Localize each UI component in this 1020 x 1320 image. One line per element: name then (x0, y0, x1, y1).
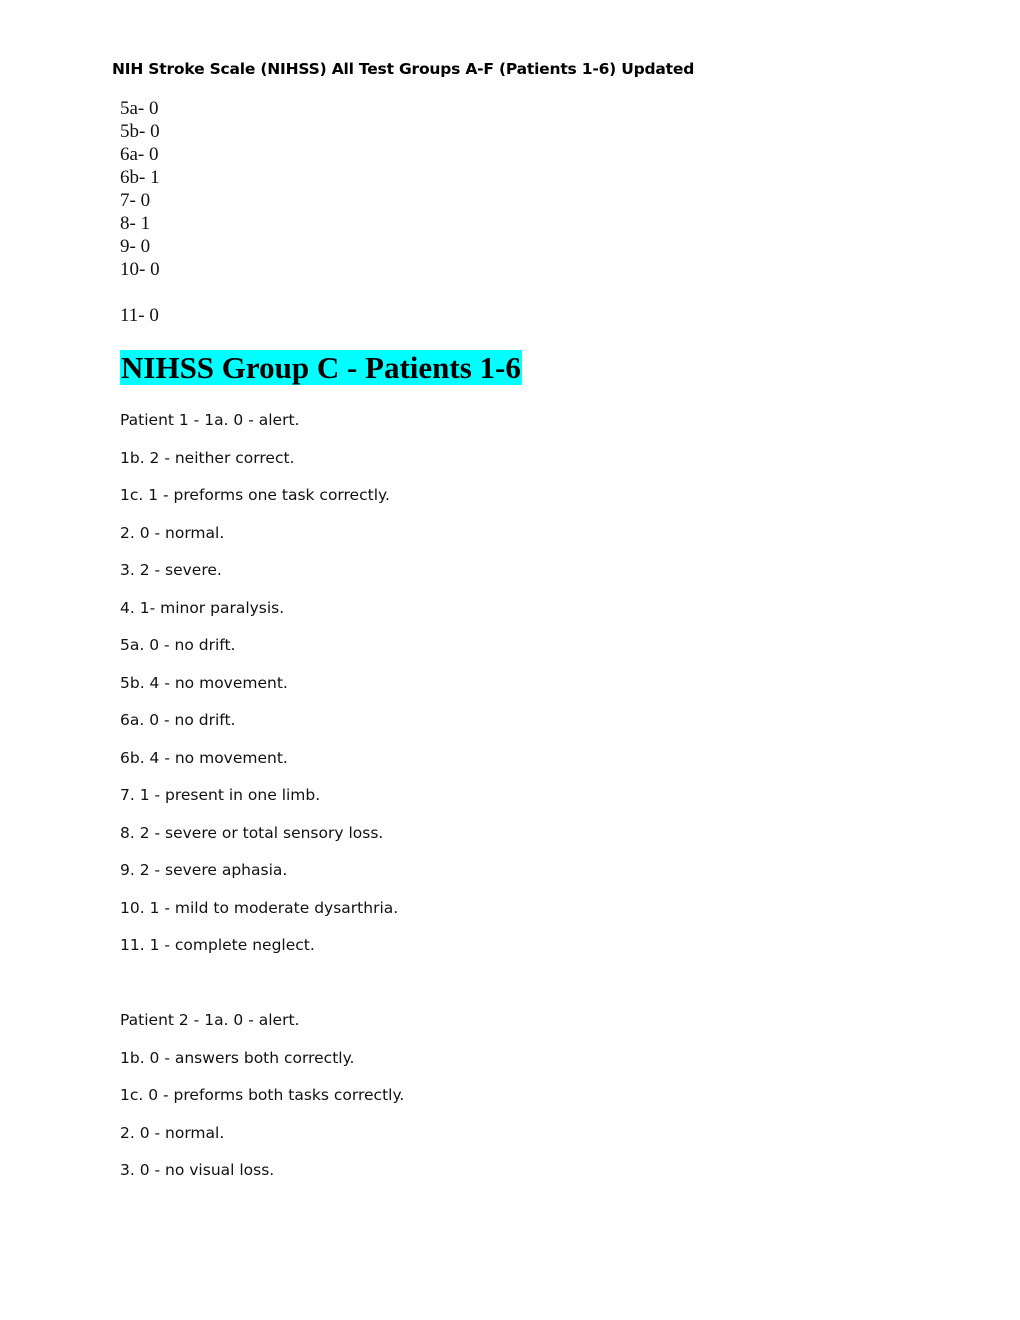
patient-entry: 3. 0 - no visual loss. (120, 1161, 275, 1179)
score-item: 7- 0 (120, 190, 151, 211)
score-item: 5a- 0 (120, 98, 159, 119)
score-item: 9- 0 (120, 236, 151, 257)
patient-entry: 4. 1- minor paralysis. (120, 598, 285, 617)
score-item: 8- 1 (120, 213, 151, 234)
patient-entry: 3. 2 - severe. (120, 561, 222, 579)
patient-entry: 7. 1 - present in one limb. (120, 786, 321, 804)
group-heading: NIHSS Group C - Patients 1-6 (121, 350, 521, 385)
patient-entry: 2. 0 - normal. (120, 523, 225, 542)
patient-entry: 8. 2 - severe or total sensory loss. (120, 823, 384, 842)
patient-entry: 9. 2 - severe aphasia. (120, 861, 288, 879)
patient-entry: 1b. 2 - neither correct. (120, 448, 295, 467)
document-header: NIH Stroke Scale (NIHSS) All Test Groups A-F (Patients 1-6) Updated (112, 60, 695, 78)
patient-1-block (120, 410, 398, 973)
score-item: 11- 0 (120, 305, 159, 326)
patient-entry: 5a. 0 - no drift. (120, 636, 236, 654)
patient-entry: 1c. 0 - preforms both tasks correctly. (120, 1086, 405, 1104)
patient-entry: 1b. 0 - answers both correctly. (120, 1048, 355, 1067)
patient-2-title: Patient 2 - 1a. 0 - alert. (120, 1011, 300, 1029)
patient-entry: 5b. 4 - no movement. (120, 673, 288, 692)
patient-entry: 11. 1 - complete neglect. (120, 936, 315, 954)
score-item: 10- 0 (120, 259, 160, 280)
patient-entry: 6a. 0 - no drift. (120, 711, 236, 729)
score-item: 6b- 1 (120, 167, 160, 188)
patient-entry: 6b. 4 - no movement. (120, 748, 288, 767)
patient-2-block (120, 1010, 404, 1198)
patient-entry: 1c. 1 - preforms one task correctly. (120, 486, 390, 504)
score-item: 6a- 0 (120, 144, 159, 165)
score-item: 5b- 0 (120, 121, 160, 142)
patient-entry: 10. 1 - mild to moderate dysarthria. (120, 898, 399, 917)
patient-entry: 2. 0 - normal. (120, 1123, 225, 1142)
carryover-score-list (120, 97, 160, 327)
patient-1-title: Patient 1 - 1a. 0 - alert. (120, 411, 300, 429)
